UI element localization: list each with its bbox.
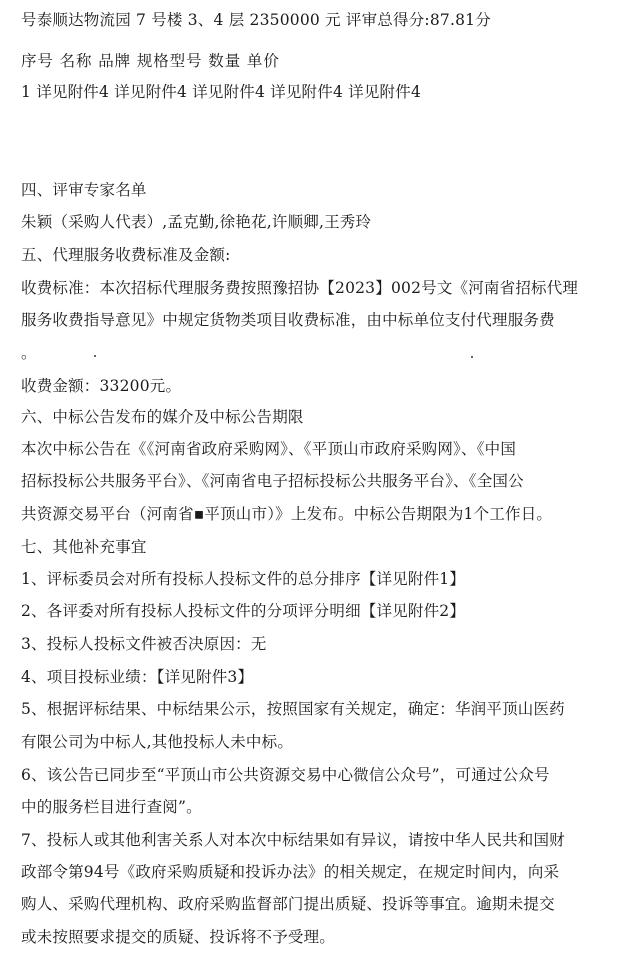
expert-names: 朱颖（采购人代表）,孟克勤,徐艳花,许顺卿,王秀玲 — [21, 213, 372, 231]
supplementary-item: 或未按照要求提交的质疑、投诉将不予受理。 — [21, 928, 336, 946]
fee-amount: 收费金额：33200元。 — [21, 377, 182, 395]
media-paragraph-line: 本次中标公告在《《河南省政府采购网》、《平顶山市政府采购网》、《中国 — [21, 440, 517, 458]
fee-standard-line: 。 — [21, 344, 37, 362]
supplementary-item: 2、各评委对所有投标人投标文件的分项评分明细【详见附件2】 — [21, 602, 466, 620]
section-heading-supplementary: 七、其他补充事宜 — [21, 538, 147, 556]
supplementary-item: 5、根据评标结果、中标结果公示，按照国家有关规定，确定：华润平顶山医药 — [21, 700, 565, 718]
media-paragraph-line: 招标投标公共服务平台》、《河南省电子招标投标公共服务平台》、《全国公 — [21, 472, 524, 490]
supplementary-item: 3、投标人投标文件被否决原因：无 — [21, 635, 267, 653]
media-paragraph-line: 共资源交易平台（河南省▪平顶山市）》上发布。中标公告期限为1个工作日。 — [21, 505, 553, 523]
item-table-row: 1 详见附件4 详见附件4 详见附件4 详见附件4 详见附件4 — [21, 83, 422, 101]
supplementary-item: 1、评标委员会对所有投标人投标文件的总分排序【详见附件1】 — [21, 570, 466, 588]
item-table-header: 序号 名称 品牌 规格型号 数量 单价 — [21, 52, 280, 70]
supplementary-item: 中的服务栏目进行查阅”。 — [21, 798, 202, 816]
section-heading-experts: 四、评审专家名单 — [21, 181, 147, 199]
supplementary-item: 政部令第94号《政府采购质疑和投诉办法》的相关规定，在规定时间内，向采 — [21, 863, 560, 881]
supplementary-item: 购人、采购代理机构、政府采购监督部门提出质疑、投诉等事宜。逾期未提交 — [21, 895, 555, 913]
supplementary-item: 4、项目投标业绩：【详见附件3】 — [21, 668, 254, 686]
section-heading-agency-fee: 五、代理服务收费标准及金额: — [21, 246, 231, 264]
section-heading-media: 六、中标公告发布的媒介及中标公告期限 — [21, 408, 304, 426]
supplementary-item: 7、投标人或其他利害关系人对本次中标结果如有异议，请按中华人民共和国财 — [21, 831, 565, 849]
scan-speck — [471, 356, 473, 358]
project-address-score-line: 号泰顺达物流园 7 号楼 3、4 层 2350000 元 评审总得分:87.81分 — [21, 11, 491, 29]
fee-standard-line: 收费标准：本次招标代理服务费按照豫招协【2023】002号文《河南省招标代理 — [21, 279, 579, 297]
scan-speck — [94, 355, 96, 357]
fee-standard-line: 服务收费指导意见》中规定货物类项目收费标准，由中标单位支付代理服务费 — [21, 311, 555, 329]
supplementary-item: 有限公司为中标人,其他投标人未中标。 — [21, 733, 294, 751]
supplementary-item: 6、该公告已同步至“平顶山市公共资源交易中心微信公众号”，可通过公众号 — [21, 766, 550, 784]
